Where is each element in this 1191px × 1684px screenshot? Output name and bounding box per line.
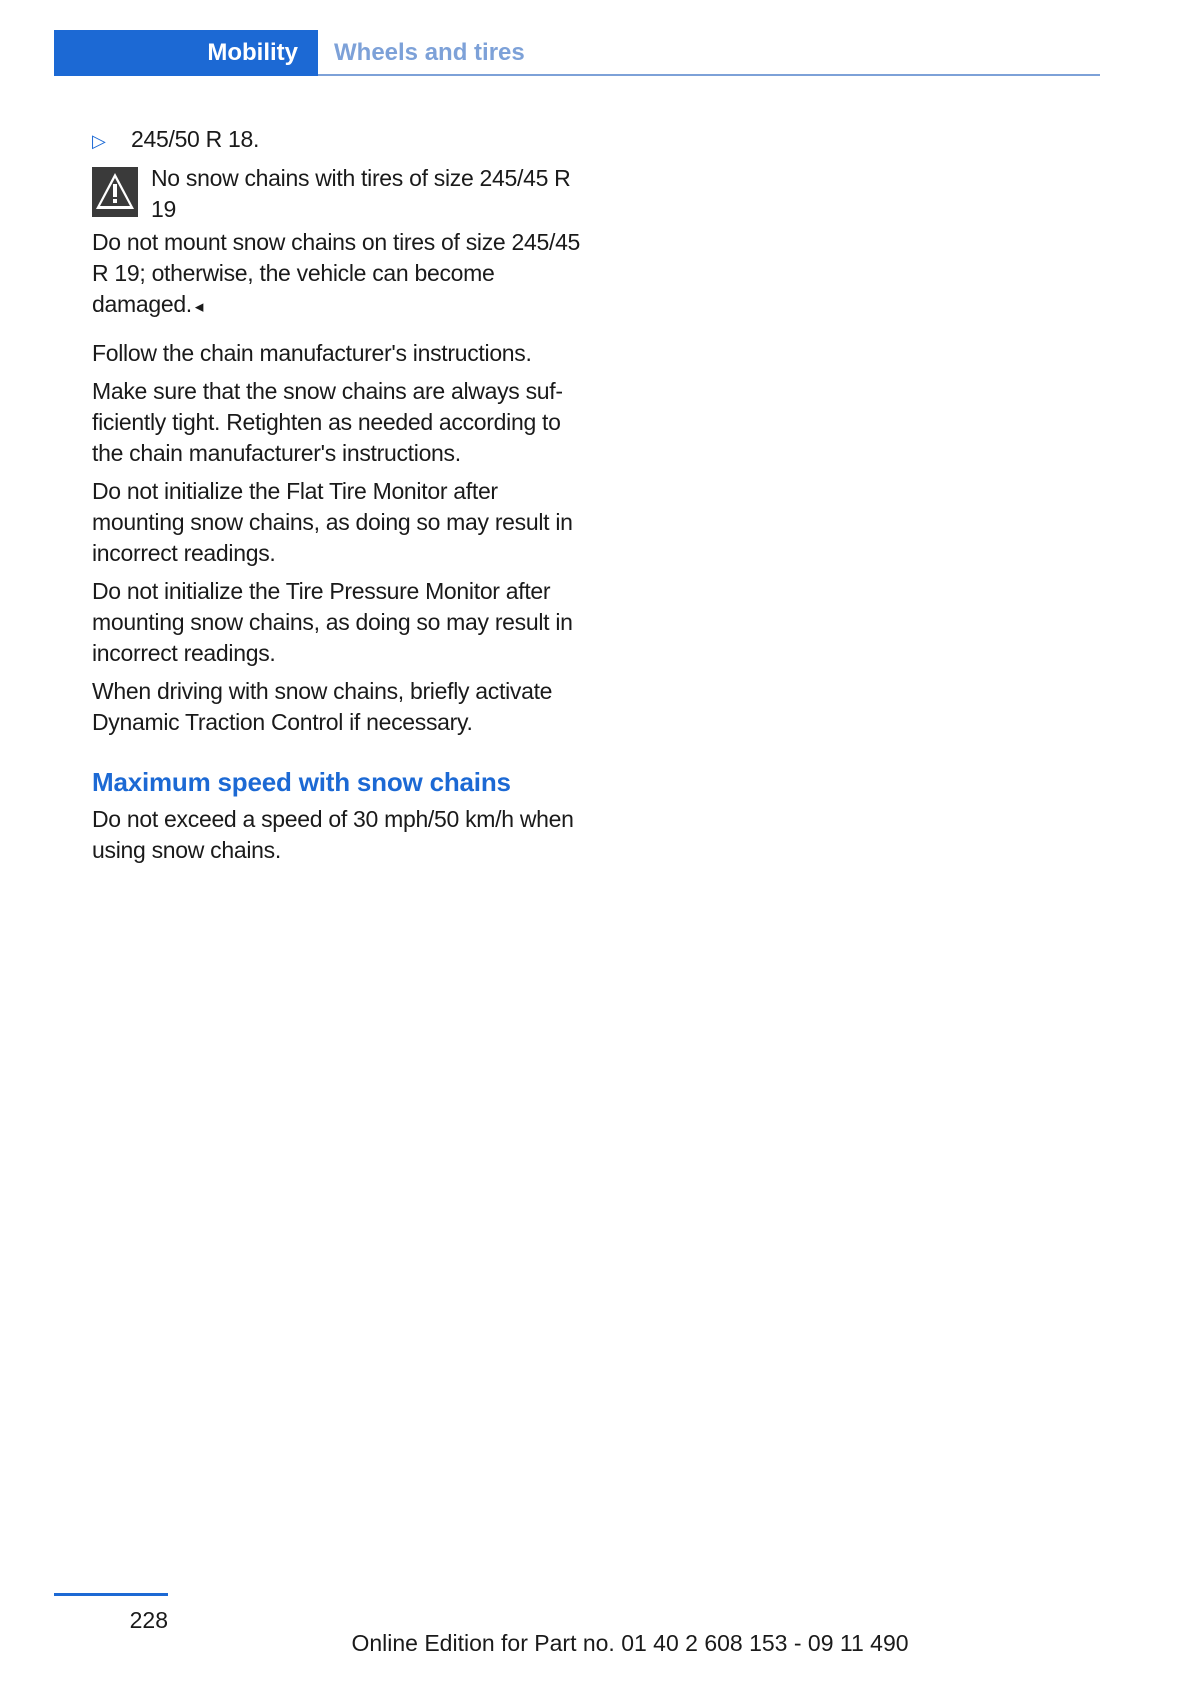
header-rule	[318, 74, 1100, 76]
page-number: 228	[129, 1607, 168, 1633]
warning-title: No snow chains with tires of size 245/45 R 19	[151, 165, 571, 222]
triangle-bullet-icon: ▷	[92, 131, 106, 151]
header-chapter-title: Wheels and tires	[334, 39, 525, 66]
footer-rule	[54, 1593, 168, 1596]
paragraph: Follow the chain manufacturer's instructions.	[92, 340, 532, 366]
paragraph: Do not initialize the Flat Tire Monitor after mounting snow chains, as doing so may result in incorrect readings.	[92, 478, 573, 566]
section-heading: Maximum speed with snow chains	[92, 767, 511, 797]
header-section-tab	[54, 30, 318, 76]
end-of-warning-icon: ◂	[194, 297, 204, 316]
footer-edition: Online Edition for Part no. 01 40 2 608 153 - 09 11 490	[351, 1630, 909, 1656]
warning-body	[92, 227, 588, 322]
section-paragraph: Do not exceed a speed of 30 mph/50 km/h when using snow chains.	[92, 806, 574, 863]
warning-body-text: Do not mount snow chains on tires of size 245/45 R 19; otherwise, the vehicle can become damaged.	[92, 229, 581, 317]
warning-triangle-icon	[92, 167, 138, 217]
list-item-text: 245/50 R 18.	[131, 126, 260, 152]
main-content	[92, 124, 588, 873]
paragraph: Make sure that the snow chains are always sufficiently tight. Retighten as needed according to the chain manufacturer's instructions.	[92, 378, 564, 466]
warning-block	[92, 163, 588, 225]
header-section-title: Mobility	[207, 39, 298, 66]
list-item	[92, 124, 588, 157]
paragraph: Do not initialize the Tire Pressure Monitor after mounting snow chains, as doing so may result in incorrect readings.	[92, 578, 573, 666]
paragraph: When driving with snow chains, briefly activate Dynamic Traction Control if necessary.	[92, 678, 553, 735]
